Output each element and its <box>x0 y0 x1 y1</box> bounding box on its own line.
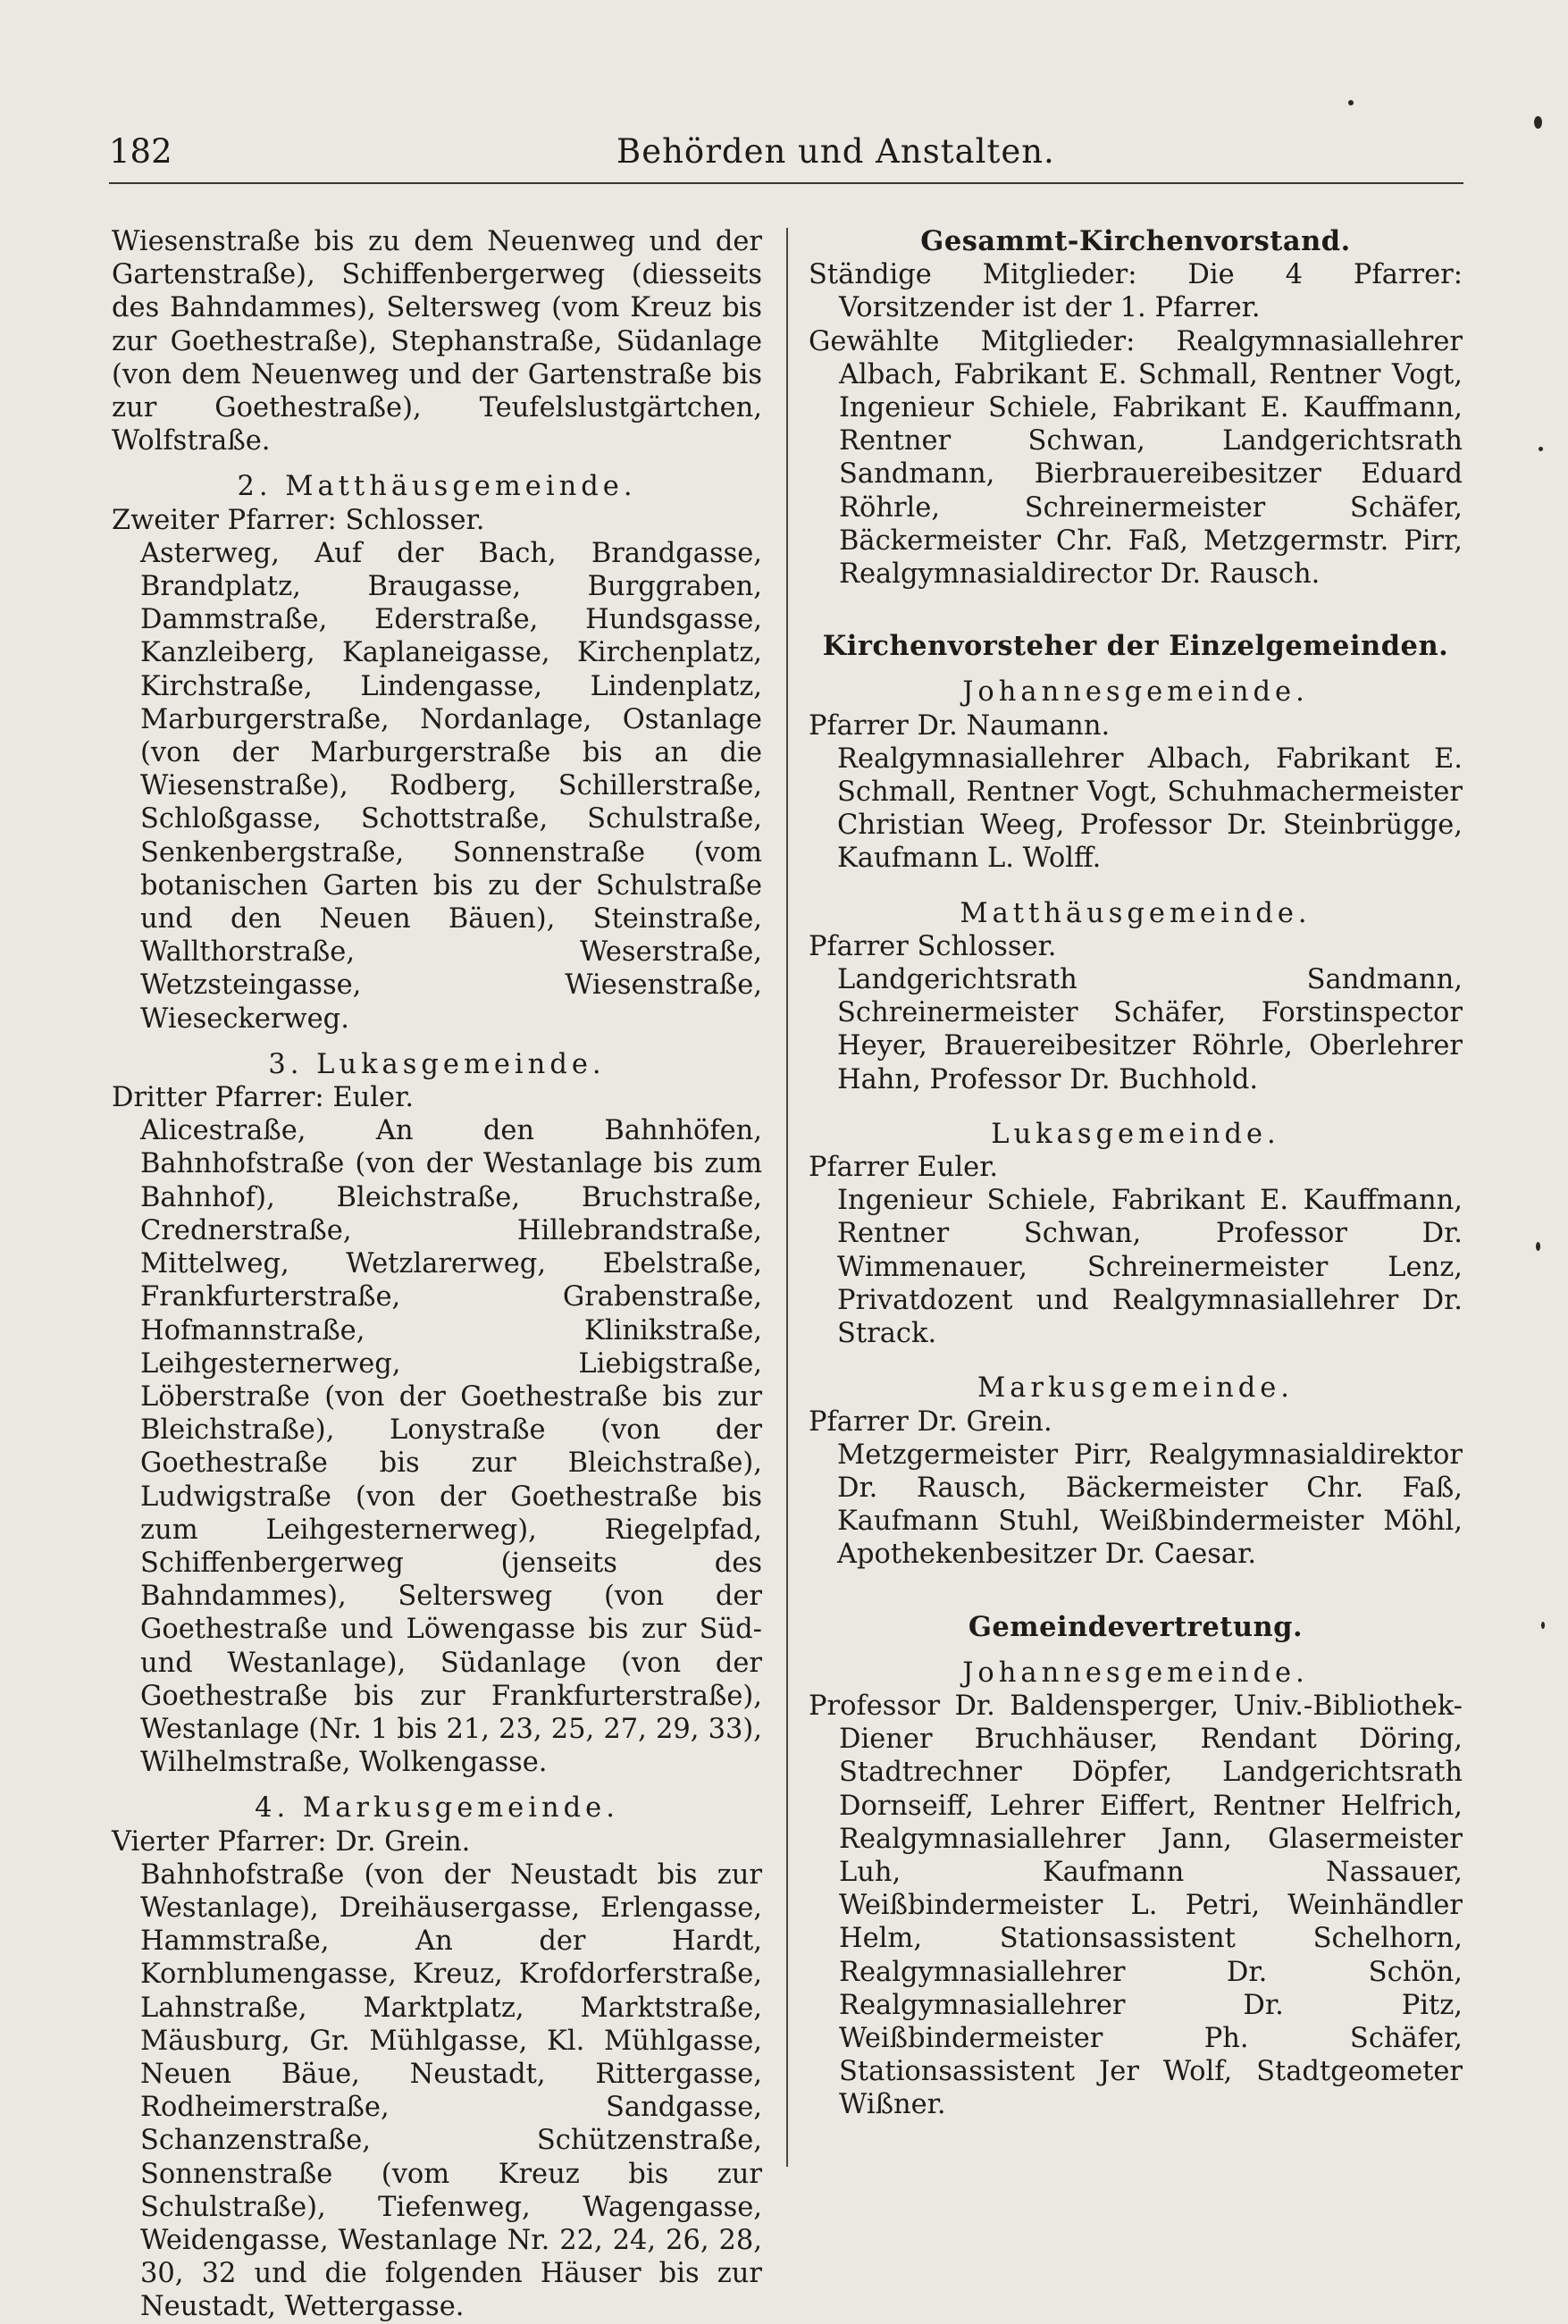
kirchenvorsteher-heading: Kirchenvorsteher der Einzelgemeinden. <box>822 630 1449 663</box>
street-list: Asterweg, Auf der Bach, Brandgasse, Brandplatz, Braugasse, Burggraben, Dammstraße, Ederstraße, Hundsgasse, Kanzleiberg, Kaplaneigasse, Kirchenplatz, Kirchstraße, Lindengasse, Lindenplatz, Marburgerstraße, Nordanlage, Ostanlage (von der Marburgerstraße bis an die Wiesenstraße), Rodberg, Schillerstraße, Schloßgasse, Schottstraße, Schulstraße, Senkenbergstraße, Sonnenstraße (vom botanischen Garten bis zu der Schulstraße und den Neuen Bäuen), Steinstraße, Wallthorstraße, Weserstraße, Wetzsteingasse, Wiesenstraße, Wieseckerweg. <box>140 537 762 1035</box>
ink-speck <box>1348 100 1354 105</box>
pastor-line: Pfarrer Dr. Naumann. <box>809 709 1111 742</box>
parish-name: Matthäusgemeinde. <box>960 897 1312 929</box>
pastor-line: Pfarrer Dr. Grein. <box>809 1405 1052 1438</box>
pastor-line: Pfarrer Schlosser. <box>809 930 1057 962</box>
member-list: Landgerichtsrath Sandmann, Schreinermeister Schäfer, Forstinspector Heyer, Brauereibesitzer Röhrle, Oberlehrer Hahn, Professor Dr. Buchhold. <box>837 964 1463 1095</box>
member-list: Metzgermeister Pirr, Realgymnasialdirektor Dr. Rausch, Bäckermeister Chr. Faß, Kaufmann Stuhl, Weißbindermeister Möhl, Apothekenbesitzer Dr. Caesar. <box>837 1439 1463 1571</box>
ink-speck <box>1534 116 1542 129</box>
pastor-line: Dritter Pfarrer: Euler. <box>112 1082 415 1114</box>
parish-name: Johannesgemeinde. <box>962 676 1309 709</box>
running-title: Behörden und Anstalten. <box>616 132 1055 171</box>
permanent-members: Ständige Mitglieder: Die 4 Pfarrer: Vorsitzender ist der 1. Pfarrer. <box>809 259 1463 324</box>
parish-name: Lukasgemeinde. <box>991 1118 1280 1150</box>
pastor-line: Vierter Pfarrer: Dr. Grein. <box>112 1825 471 1858</box>
section-heading: 4. Markusgemeinde. <box>255 1792 619 1825</box>
gemeindevertretung-heading: Gemeindevertretung. <box>968 1610 1304 1643</box>
pastor-line: Pfarrer Euler. <box>809 1152 999 1184</box>
ink-speck <box>1539 447 1543 451</box>
parish-name: Johannesgemeinde. <box>962 1657 1309 1689</box>
elected-members: Gewählte Mitglieder: Realgymnasiallehrer Albach, Fabrikant E. Schmall, Rentner Vogt, Ingenieur Schiele, Fabrikant E. Kauffmann, Rentner Schwan, Landgerichtsrath Sandmann, Bierbrauereibesitzer Eduard Röhrle, Schreinermeister Schäfer, Bäckermeister Chr. Faß, Metzgermstr. Pirr, Realgymnasialdirector Dr. Rausch. <box>809 325 1463 591</box>
intro-streets: Wiesenstraße bis zu dem Neuenweg und der Gartenstraße), Schiffenbergerweg (diesseits des Bahndammes), Seltersweg (vom Kreuz bis zur Goethestraße), Stephanstraße, Südanlage (von dem Neuenweg und der Gartenstraße bis zur Goethestraße), Teufelslustgärtchen, Wolfstraße. <box>112 226 762 457</box>
street-list: Alicestraße, An den Bahnhöfen, Bahnhofstraße (von der Westanlage bis zum Bahnhof), Bleichstraße, Bruchstraße, Crednerstraße, Hillebrandstraße, Mittelweg, Wetzlarerweg, Ebelstraße, Frankfurterstraße, Grabenstraße, Hofmannstraße, Klinikstraße, Leihgesternerweg, Liebigstraße, Löberstraße (von der Goethestraße bis zur Bleichstraße), Lonystraße (von der Goethestraße bis zur Bleichstraße), Ludwigstraße (von der Goethestraße bis zum Leihgesternerweg), Riegelpfad, Schiffenbergerweg (jenseits des Bahndammes), Seltersweg (von der Goethestraße und Löwengasse bis zur Süd- und Westanlage), Südanlage (von der Goethestraße bis zur Frankfurterstraße), Westanlage (Nr. 1 bis 21, 23, 25, 27, 29, 33), Wilhelmstraße, Wolkengasse. <box>140 1115 762 1779</box>
right-column <box>809 225 1463 2122</box>
parish-name: Markusgemeinde. <box>977 1372 1294 1405</box>
section-heading: 3. Lukasgemeinde. <box>268 1048 606 1080</box>
section-heading: 2. Matthäusgemeinde. <box>237 471 637 503</box>
member-list: Professor Dr. Baldensperger, Univ.-Bibliothek-Diener Bruchhäuser, Rendant Döring, Stadtrechner Döpfer, Landgerichtsrath Dornseiff, Lehrer Eiffert, Rentner Helfrich, Realgymnasiallehrer Jann, Glasermeister Luh, Kaufmann Nassauer, Weißbindermeister L. Petri, Weinhändler Helm, Stationsassistent Schelhorn, Realgymnasiallehrer Dr. Schön, Realgymnasiallehrer Dr. Pitz, Weißbindermeister Ph. Schäfer, Stationsassistent Jer Wolf, Stadtgeometer Wißner. <box>809 1690 1463 2121</box>
ink-speck <box>1541 1622 1545 1629</box>
gesammt-heading: Gesammt-Kirchenvorstand. <box>920 225 1351 257</box>
member-list: Realgymnasiallehrer Albach, Fabrikant E. Schmall, Rentner Vogt, Schuhmachermeister Christian Weeg, Professor Dr. Steinbrügge, Kaufmann L. Wolff. <box>837 743 1463 875</box>
column-divider <box>786 228 788 2167</box>
pastor-line: Zweiter Pfarrer: Schlosser. <box>112 504 485 536</box>
page-number: 182 <box>109 132 172 171</box>
header-rule <box>109 182 1463 184</box>
ink-speck <box>1536 1242 1540 1251</box>
left-column <box>112 225 762 2324</box>
member-list: Ingenieur Schiele, Fabrikant E. Kauffmann, Rentner Schwan, Professor Dr. Wimmenauer, Schreinermeister Lenz, Privatdozent und Realgymnasiallehrer Dr. Strack. <box>837 1185 1463 1350</box>
street-list: Bahnhofstraße (von der Neustadt bis zur Westanlage), Dreihäusergasse, Erlengasse, Hammstraße, An der Hardt, Kornblumengasse, Kreuz, Krofdorferstraße, Lahnstraße, Marktplatz, Marktstraße, Mäusburg, Gr. Mühlgasse, Kl. Mühlgasse, Neuen Bäue, Neustadt, Rittergasse, Rodheimerstraße, Sandgasse, Schanzenstraße, Schützenstraße, Sonnenstraße (vom Kreuz bis zur Schulstraße), Tiefenweg, Wagengasse, Weidengasse, Westanlage Nr. 22, 24, 26, 28, 30, 32 und die folgenden Häuser bis zur Neustadt, Wettergasse. <box>140 1858 762 2323</box>
